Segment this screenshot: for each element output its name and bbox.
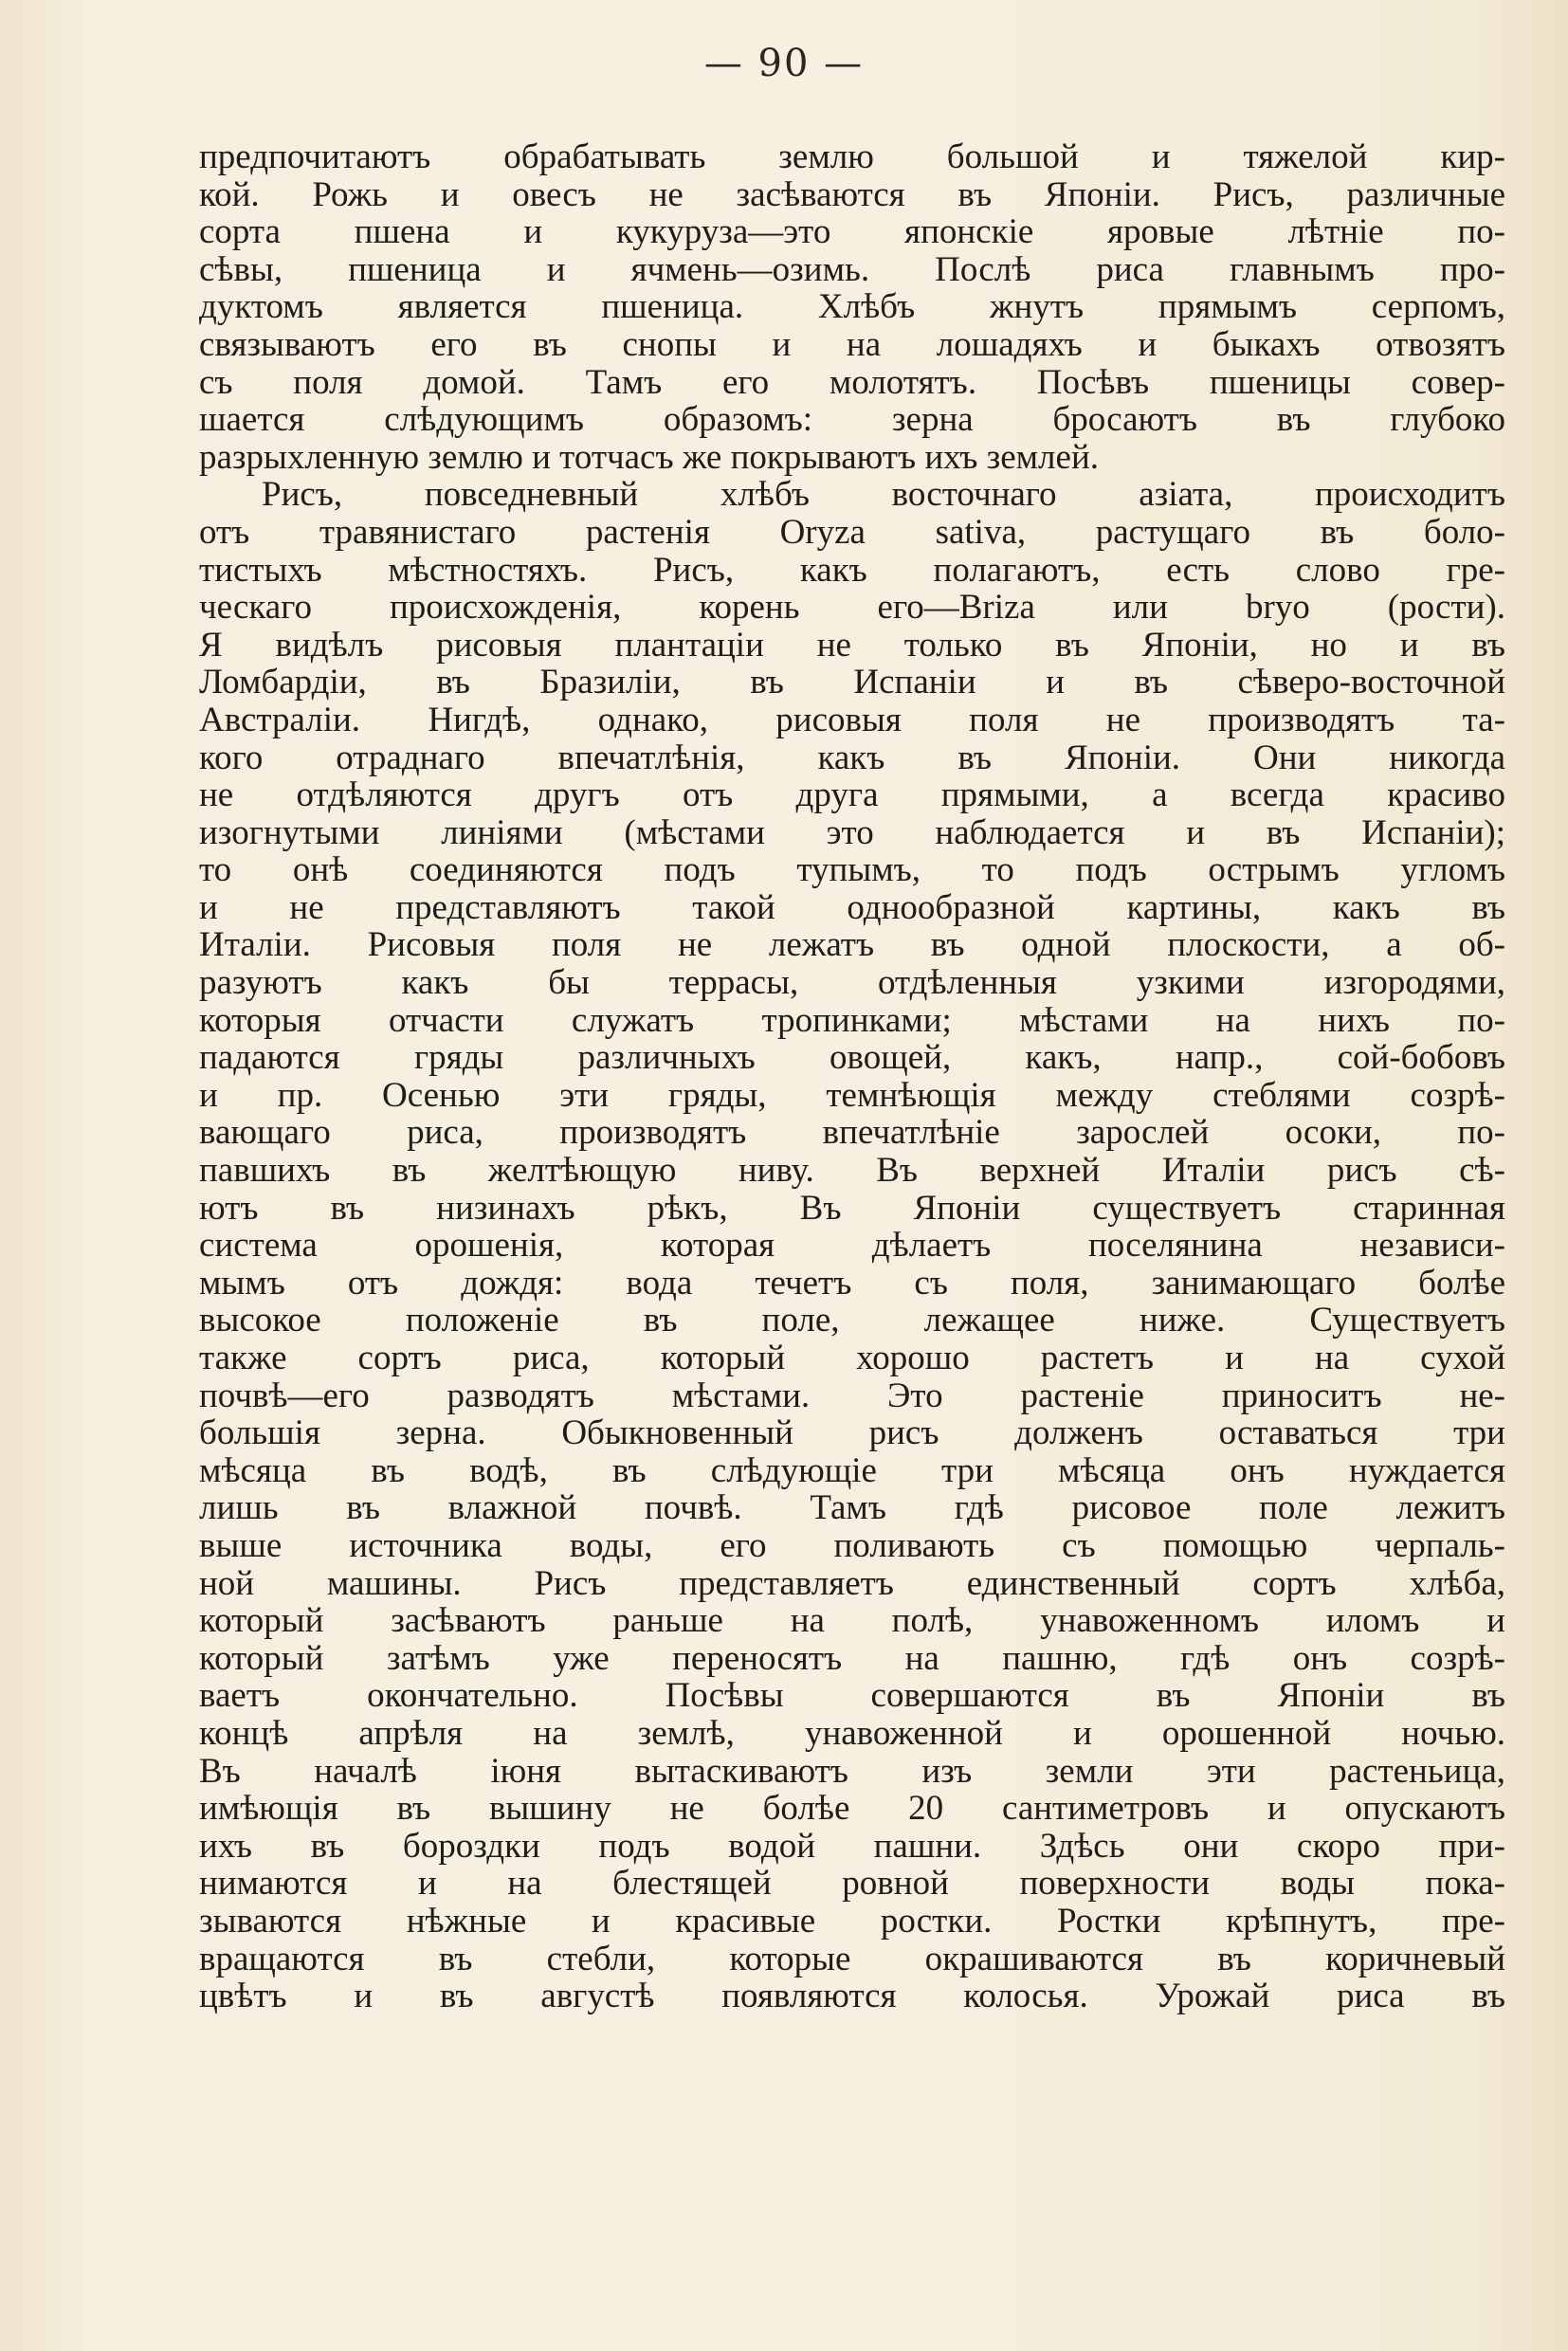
text-line: Я видѣлъ рисовыя плантаціи не только въ Японіи, но и въ [199,626,1505,665]
text-line: которыя отчасти служатъ тропинками; мѣстами на нихъ по- [199,1001,1505,1040]
text-line: имѣющія въ вышину не болѣе 20 сантиметровъ и опускаютъ [199,1790,1505,1828]
text-line: лишь въ влажной почвѣ. Тамъ гдѣ рисовое поле лежитъ [199,1489,1505,1527]
text-line: который засѣваютъ раньше на полѣ, унавоженномъ иломъ и [199,1602,1505,1640]
text-line: вращаются въ стебли, которые окрашиваются въ коричневый [199,1940,1505,1978]
text-line: почвѣ—его разводятъ мѣстами. Это растеніе приноситъ не- [199,1376,1505,1415]
text-line: разуютъ какъ бы террасы, отдѣленныя узкими изгородями, [199,964,1505,1002]
text-line: нимаются и на блестящей ровной поверхности воды пока- [199,1865,1505,1903]
text-line: и пр. Осенью эти гряды, темнѣющія между стеблями созрѣ- [199,1076,1505,1115]
text-line: Австраліи. Нигдѣ, однако, рисовыя поля не производятъ та- [199,701,1505,739]
text-line: мѣсяца въ водѣ, въ слѣдующіе три мѣсяца онъ нуждается [199,1451,1505,1490]
text-line: кого отраднаго впечатлѣнія, какъ въ Японіи. Они никогда [199,738,1505,777]
text-line: который затѣмъ уже переносятъ на пашню, гдѣ онъ созрѣ- [199,1639,1505,1678]
text-line: концѣ апрѣля на землѣ, унавоженной и орошенной ночью. [199,1714,1505,1753]
text-line: съ поля домой. Тамъ его молотятъ. Посѣвъ пшеницы совер- [199,363,1505,402]
text-line: связываютъ его въ снопы и на лошадяхъ и быкахъ отвозятъ [199,325,1505,364]
text-line: также сортъ риса, который хорошо растетъ и на сухой [199,1340,1505,1377]
text-line: разрыхленную землю и тотчасъ же покрываютъ ихъ землей. [199,438,1099,477]
text-line: предпочитаютъ обрабатывать землю большой и тяжелой кир- [199,138,1505,176]
text-line: система орошенія, которая дѣлаетъ поселянина независи- [199,1227,1505,1265]
body-text [199,138,1505,2015]
text-line: шается слѣдующимъ образомъ: зерна бросаютъ въ глубоко [199,401,1505,439]
text-line: большія зерна. Обыкновенный рисъ долженъ оставаться три [199,1414,1505,1452]
text-line: павшихъ въ желтѣющую ниву. Въ верхней Италіи рисъ сѣ- [199,1152,1505,1190]
text-line: тистыхъ мѣстностяхъ. Рисъ, какъ полагаютъ, есть слово гре- [199,551,1505,590]
text-line: изогнутыми линіями (мѣстами это наблюдается и въ Испаніи); [199,813,1505,852]
text-line: кой. Рожь и овесъ не засѣваются въ Японіи. Рисъ, различные [199,175,1505,214]
text-line: ваетъ окончательно. Посѣвы совершаются въ Японіи въ [199,1677,1505,1715]
text-line: выше источника воды, его поливають съ помощью черпаль- [199,1526,1505,1565]
text-line: Рисъ, повседневный хлѣбъ восточнаго азіата, происходитъ [262,476,1505,514]
text-line: мымъ отъ дождя: вода течетъ съ поля, занимающаго болѣе [199,1264,1505,1303]
text-line: и не представляютъ такой однообразной картины, какъ въ [199,888,1505,927]
text-line: отъ травянистаго растенія Oryza sativa, растущаго въ боло- [199,513,1505,552]
text-line: ческаго происхожденія, корень его—Briza или bryo (рости). [199,589,1505,627]
text-line: то онѣ соединяются подъ тупымъ, то подъ острымъ угломъ [199,851,1505,889]
text-line: ихъ въ бороздки подъ водой пашни. Здѣсь они скоро при- [199,1827,1505,1866]
text-line: вающаго риса, производятъ впечатлѣніе зарослей осоки, по- [199,1114,1505,1153]
text-line: ютъ въ низинахъ рѣкъ, Въ Японіи существуетъ старинная [199,1189,1505,1228]
text-line: не отдѣляются другъ отъ друга прямыми, а всегда красиво [199,776,1505,814]
text-line: сорта пшена и кукуруза—это японскіе яровые лѣтніе по- [199,213,1505,251]
text-line: Италіи. Рисовыя поля не лежатъ въ одной плоскости, а об- [199,926,1505,965]
text-line: высокое положеніе въ поле, лежащее ниже. Существуетъ [199,1302,1505,1340]
text-line: падаются гряды различныхъ овощей, какъ, напр., сой-бобовъ [199,1039,1505,1077]
text-line: ной машины. Рисъ представляетъ единственный сортъ хлѣба, [199,1564,1505,1603]
text-line: зываются нѣжные и красивые ростки. Ростки крѣпнутъ, пре- [199,1902,1505,1941]
page-number: — 90 — [703,42,865,85]
text-line: цвѣтъ и въ августѣ появляются колосья. Урожай риса въ [199,1977,1505,2015]
text-line: сѣвы, пшеница и ячмень—озимь. Послѣ риса главнымъ про- [199,250,1505,289]
text-line: дуктомъ является пшеница. Хлѣбъ жнутъ прямымъ серпомъ, [199,288,1505,326]
text-line: Въ началѣ іюня вытаскиваютъ изъ земли эти растеньица, [199,1752,1505,1791]
text-line: Ломбардіи, въ Бразиліи, въ Испаніи и въ сѣверо-восточной [199,664,1505,702]
